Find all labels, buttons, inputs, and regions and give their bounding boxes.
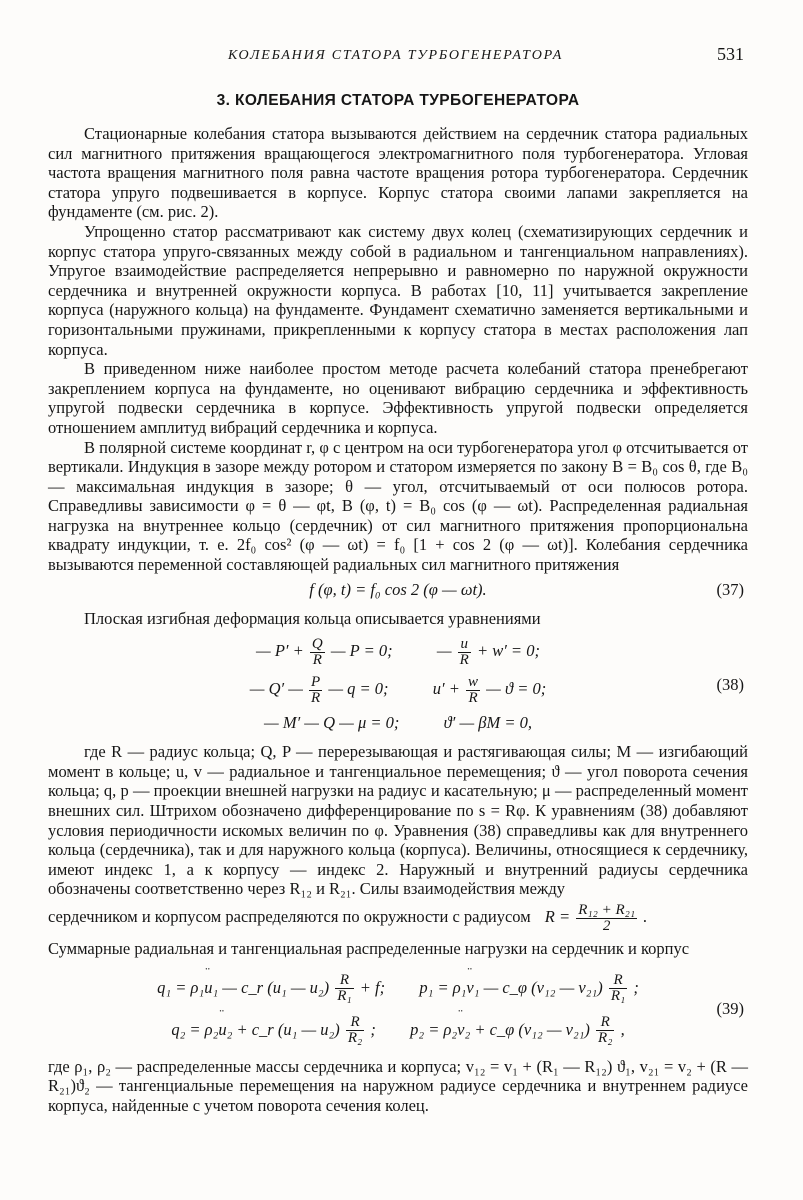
fraction-numerator: R xyxy=(335,973,353,989)
eq38-term: — P = 0; xyxy=(330,641,393,661)
eq38-fraction xyxy=(466,675,480,706)
fraction-denominator: R₂ xyxy=(598,1030,613,1047)
eq39-fraction xyxy=(609,973,627,1004)
page-number: 531 xyxy=(717,44,744,64)
eq39-term: ; xyxy=(370,1019,376,1039)
equation-37-number: (37) xyxy=(716,579,744,599)
fraction-numerator: w xyxy=(468,673,479,690)
eq39-term: p₂ = ρ₂ xyxy=(410,1019,458,1039)
radius-line-text: сердечником и корпусом распределяются по окружности с радиусом xyxy=(48,907,531,926)
book-page xyxy=(48,40,748,1115)
equation-39-number: (39) xyxy=(716,998,744,1018)
eq39-accelerated-var: ¨ u xyxy=(218,1009,226,1051)
equation-38-line-3 xyxy=(48,708,748,738)
radius-formula-lhs: R = xyxy=(544,907,571,926)
fraction-numerator: R xyxy=(609,973,627,989)
paragraph-8: где ρ₁, ρ₂ — распределенные массы сердечника и корпуса; v₁₂ = v₁ + (R₁ — R₁₂) ϑ₁, v₂₁ = v₂ + (R — R₂₁)ϑ₂ — тангенциальные перемещения на наружном радиусе сердечника и внутреннем радиусе корпуса, найденные с учетом поворота сечения колец. xyxy=(48,1056,748,1115)
equation-38-line-2 xyxy=(48,670,748,708)
eq39-accelerated-var: ¨ u xyxy=(204,967,212,1009)
equation-39-line-2 xyxy=(48,1009,748,1051)
eq39-term: ₁ — c_φ (v₁₂ — v₂₁) xyxy=(473,977,603,997)
fraction-denominator: R₁ xyxy=(610,988,626,1005)
section-heading: 3. КОЛЕБАНИЯ СТАТОРА ТУРБОГЕНЕРАТОРА xyxy=(216,92,580,109)
fraction-denominator: R xyxy=(311,689,321,706)
radius-formula-end: . xyxy=(643,907,648,926)
fraction-numerator: R₁₂ + R₂₁ xyxy=(578,901,636,918)
eq39-accelerated-var: ¨ v xyxy=(457,1009,464,1051)
eq38-term: + w′ = 0; xyxy=(476,641,540,661)
fraction-denominator: R xyxy=(468,689,478,706)
eq38-term: — Q′ — xyxy=(249,679,303,699)
eq38-term: ϑ′ — βM = 0, xyxy=(443,713,532,733)
paragraph-4: В полярной системе координат r, φ с центром на оси турбогенератора угол φ отсчитывается от вертикали. Индукция в зазоре между ротором и статором измеряется по закону B = B₀ cos θ, где B₀ — максимальная индукция в зазоре; θ — угол, отсчитываемый от оси полюсов ротора. Справедливы зависимости φ = θ — φt, B (φ, t) = B₀ cos (φ — ωt). Распределенная радиальная нагрузка на внутреннее кольцо (сердечник) от сил магнитного притяжения пропорциональна квадрату индукции, т. е. 2f₀ cos² (φ — ωt) = f₀ [1 + cos 2 (φ — ωt)]. Колебания сердечника вызываются переменной составляющей радиальных сил магнитного притяжения xyxy=(48,437,748,575)
eq39-term: ; xyxy=(633,977,639,997)
running-head-title: КОЛЕБАНИЯ СТАТОРА ТУРБОГЕНЕРАТОРА xyxy=(228,48,564,63)
equation-38-line-1 xyxy=(48,632,748,670)
eq39-term: + f; xyxy=(359,977,386,997)
fraction-numerator: R xyxy=(596,1015,614,1031)
equation-38-number: (38) xyxy=(716,675,744,695)
eq39-fraction xyxy=(596,1015,614,1046)
running-head xyxy=(48,40,748,70)
eq38-fraction xyxy=(309,675,322,706)
fraction-denominator: R₁ xyxy=(337,988,352,1005)
equation-37-formula: f (φ, t) = f₀ cos 2 (φ — ωt). xyxy=(309,579,487,599)
eq38-term: u′ + xyxy=(432,679,460,699)
fraction-numerator: R xyxy=(346,1015,364,1031)
paragraph-5: Плоская изгибная деформация кольца описывается уравнениями xyxy=(84,608,541,628)
eq38-term: — P′ + xyxy=(256,641,304,661)
eq39-fraction xyxy=(335,973,353,1004)
fraction-numerator: P xyxy=(311,673,321,690)
equation-39-line-1 xyxy=(48,967,748,1009)
fraction-denominator: R xyxy=(312,651,322,668)
paragraph-3: В приведенном ниже наиболее простом методе расчета колебаний статора пренебрегают закреплением корпуса на фундаменте, но оценивают вибрацию сердечника и эффективность упругой подвески сердечника в корпусе. Эффективность упругой подвески определяется отношением амплитуд вибраций сердечника и корпуса. xyxy=(48,359,748,437)
eq39-term: , xyxy=(620,1019,625,1039)
equation-37 xyxy=(48,575,748,605)
paragraph-1: Стационарные колебания статора вызываются действием на сердечник статора радиальных сил магнитного притяжения вращающегося электромагнитного поля турбогенератора. Угловая частота вращения магнитного поля равна частоте вращения ротора турбогенератора. Сердечник статора упруго подвешивается в корпусе. Корпус статора своими лапами закрепляется на фундаменте (см. рис. 2). xyxy=(48,124,748,222)
fraction-numerator: u xyxy=(458,637,471,653)
fraction-denominator: 2 xyxy=(602,917,611,934)
fraction-denominator: R xyxy=(459,651,469,668)
radius-line xyxy=(48,899,748,939)
fraction-numerator: Q xyxy=(311,635,323,652)
paragraph-7: Суммарные радиальная и тангенциальная распределенные нагрузки на сердечник и корпус xyxy=(48,939,690,958)
eq39-term: ₁ — c_r (u₁ — u₂) xyxy=(212,977,330,997)
eq39-accelerated-var: ¨ v xyxy=(466,967,473,1009)
eq39-term: p₁ = ρ₁ xyxy=(419,977,467,997)
radius-fraction xyxy=(576,903,637,934)
eq38-term: — M′ — Q — μ = 0; xyxy=(264,713,400,733)
eq39-term: ₂ + c_r (u₁ — u₂) xyxy=(226,1019,340,1039)
eq39-term: q₂ = ρ₂ xyxy=(171,1019,219,1039)
radius-formula xyxy=(544,901,648,934)
eq38-term: — ϑ = 0; xyxy=(486,679,547,699)
eq39-fraction xyxy=(346,1015,364,1046)
eq38-fraction xyxy=(310,637,325,668)
paragraph-2: Упрощенно статор рассматривают как систему двух колец (схематизирующих сердечник и корпус статора упруго-связанных между собой в радиальном и тангенциальном направлениях). Упругое взаимодействие распределяется непрерывно и равномерно по наружной окружности сердечника и внутренней окружности корпуса. В работах [10, 11] учитывается закрепление корпуса (наружного кольца) на фундаменте. Фундамент схематично заменяется вертикальными и горизонтальными пружинами, прикрепленными к корпусу статора в местах расположения лап корпуса. xyxy=(48,221,748,359)
eq39-term: q₁ = ρ₁ xyxy=(157,977,205,997)
eq38-fraction xyxy=(458,637,471,668)
eq38-term: — q = 0; xyxy=(328,679,389,699)
fraction-denominator: R₂ xyxy=(347,1030,363,1047)
eq39-term: ₂ + c_φ (v₁₂ — v₂₁) xyxy=(464,1019,590,1039)
eq38-term: — xyxy=(436,641,452,661)
paragraph-6: где R — радиус кольца; Q, P — перерезывающая и растягивающая силы; M — изгибающий момент в кольце; u, v — радиальное и тангенциальное перемещения; ϑ — угол поворота сечения кольца; q, p — проекции внешней нагрузки на радиус и касательную; μ — распределенный момент внешних сил. Штрихом обозначено дифференцирование по s = Rφ. К уравнениям (38) добавляют условия периодичности искомых величин по φ. Уравнения (38) справедливы как для внутреннего кольца (сердечника), так и для наружного кольца (корпуса). Величины, относящиеся к сердечнику, имеют индекс 1, а к корпусу — индекс 2. Наружный и внутренний радиусы сердечника обозначены соответственно через R₁₂ и R₂₁. Силы взаимодействия между xyxy=(48,742,748,899)
equation-38 xyxy=(48,632,748,738)
equation-39 xyxy=(48,967,748,1051)
